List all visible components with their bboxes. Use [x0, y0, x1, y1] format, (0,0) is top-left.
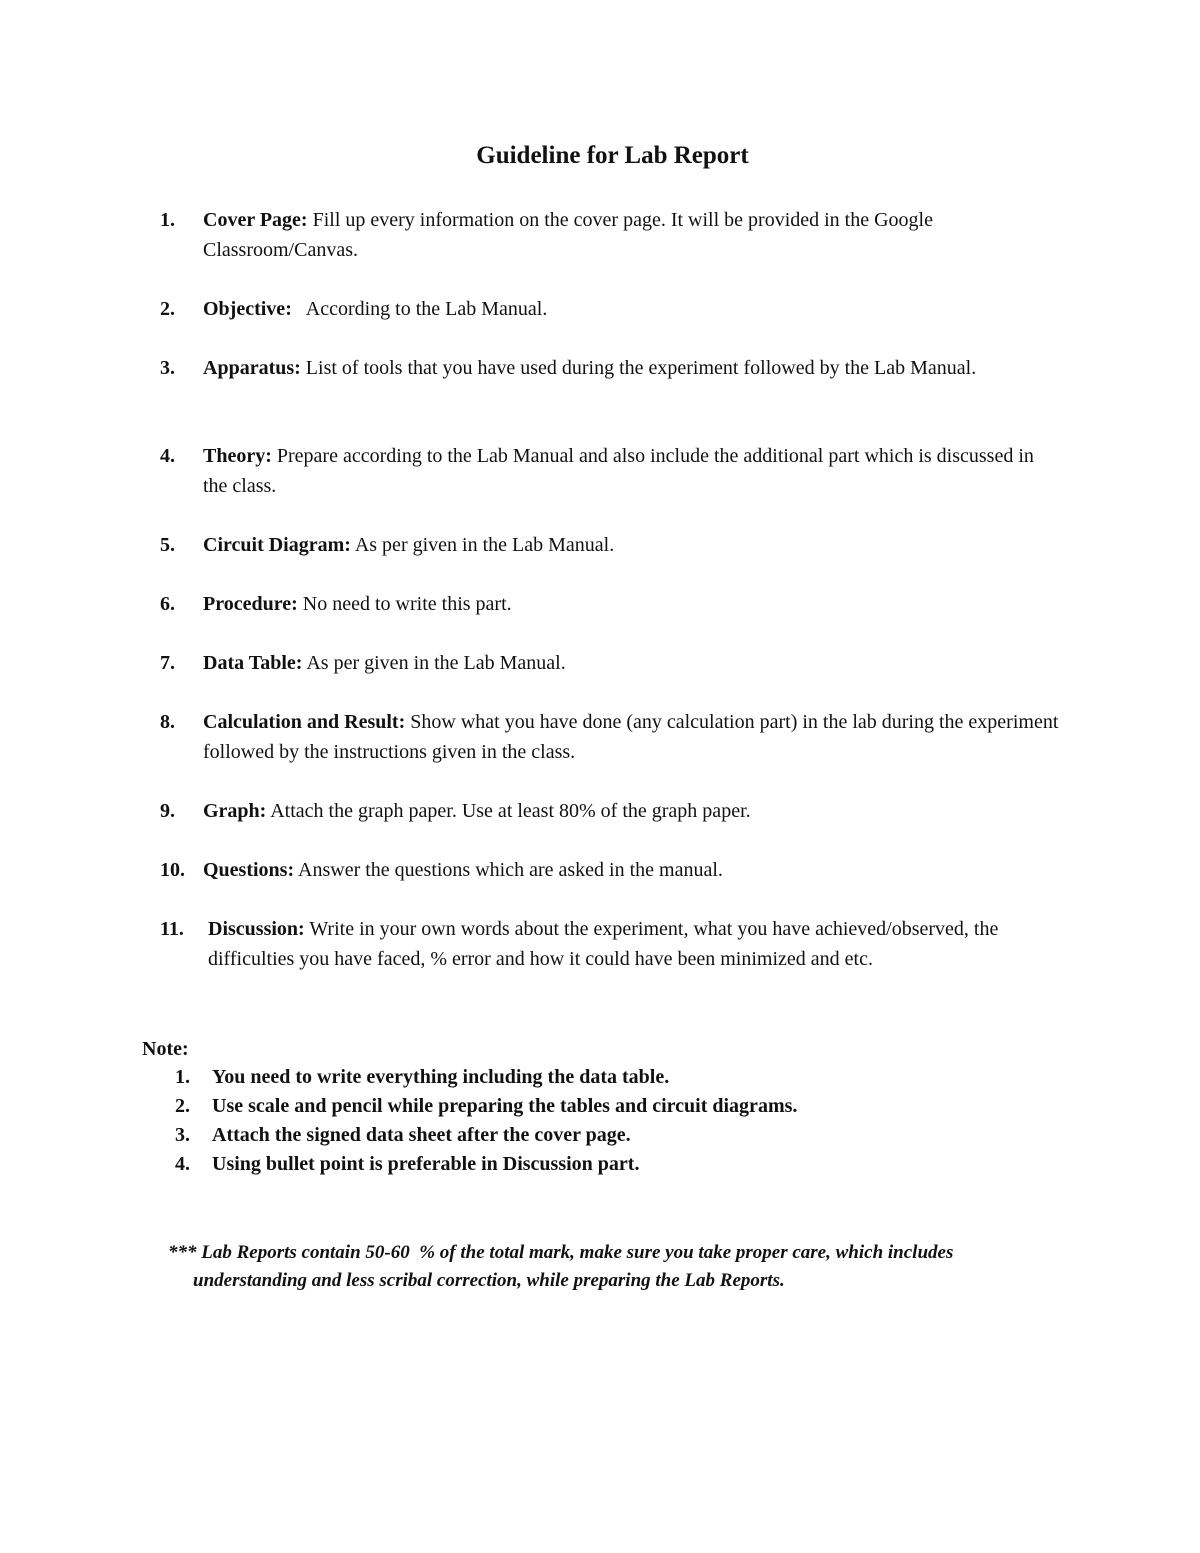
item-number: 6.: [160, 593, 175, 615]
item-text: As per given in the Lab Manual.: [302, 652, 566, 674]
list-item-graph: [160, 796, 1060, 826]
footer-line-1: *** Lab Reports contain 50-60 % of the total mark, make sure you take proper care, which includes: [168, 1242, 954, 1263]
note-list: [175, 1063, 1075, 1179]
footer-line-2: understanding and less scribal correction, while preparing the Lab Reports.: [193, 1270, 785, 1291]
note-item: [175, 1121, 1075, 1150]
note-text: Using bullet point is preferable in Discussion part.: [212, 1153, 640, 1175]
item-heading: Circuit Diagram:: [203, 534, 351, 556]
note-heading: Note:: [142, 1038, 189, 1060]
item-number: 1.: [160, 209, 175, 231]
item-heading: Data Table:: [203, 652, 303, 674]
list-item-theory: [160, 441, 1060, 501]
item-number: 4.: [160, 445, 175, 467]
item-number: 3.: [160, 357, 175, 379]
note-number: 4.: [175, 1153, 190, 1175]
item-heading: Procedure:: [203, 593, 298, 615]
item-number: 10.: [160, 859, 185, 881]
list-item-questions: [160, 855, 1060, 885]
item-heading: Theory:: [203, 445, 272, 467]
item-text: Fill up every information on the cover page. It will be provided in the Google Classroom/Canvas.: [203, 209, 933, 261]
item-heading: Apparatus:: [203, 357, 301, 379]
note-number: 3.: [175, 1124, 190, 1146]
item-number: 7.: [160, 652, 175, 674]
page-title: Guideline for Lab Report: [476, 142, 749, 169]
note-number: 1.: [175, 1066, 190, 1088]
note-text: You need to write everything including the data table.: [212, 1066, 670, 1088]
item-number: 2.: [160, 298, 175, 320]
list-item-calculation-result: [160, 707, 1060, 767]
item-number: 9.: [160, 800, 175, 822]
item-text: No need to write this part.: [297, 593, 512, 615]
item-number: 8.: [160, 711, 175, 733]
item-text: Answer the questions which are asked in the manual.: [294, 859, 723, 881]
item-number: 5.: [160, 534, 175, 556]
item-text: According to the Lab Manual.: [291, 298, 548, 320]
list-item-circuit-diagram: [160, 530, 1060, 560]
item-text: Attach the graph paper. Use at least 80% of the graph paper.: [266, 800, 751, 822]
note-item: [175, 1063, 1075, 1092]
note-text: Use scale and pencil while preparing the tables and circuit diagrams.: [212, 1095, 798, 1117]
note-number: 2.: [175, 1095, 190, 1117]
item-heading: Calculation and Result:: [203, 711, 406, 733]
item-number: 11.: [160, 918, 184, 940]
list-item-procedure: [160, 589, 1060, 619]
item-heading: Discussion:: [208, 918, 305, 940]
note-item: [175, 1150, 1075, 1179]
item-heading: Questions:: [203, 859, 295, 881]
list-item-apparatus: [160, 353, 1060, 383]
list-item-cover-page: [160, 205, 1060, 265]
list-item-objective: [160, 294, 1060, 324]
item-text: Write in your own words about the experiment, what you have achieved/observed, the difficulties you have faced, % error and how it could have been minimized and etc.: [208, 918, 999, 970]
note-text: Attach the signed data sheet after the cover page.: [212, 1124, 631, 1146]
item-heading: Objective:: [203, 298, 292, 320]
item-text: List of tools that you have used during the experiment followed by the Lab Manual.: [300, 357, 977, 379]
item-text: Show what you have done (any calculation part) in the lab during the experiment followed by the instructions given in the class.: [203, 711, 1059, 763]
item-text: Prepare according to the Lab Manual and also include the additional part which is discussed in the class.: [203, 445, 1034, 497]
footer-note: [168, 1239, 1068, 1295]
list-item-data-table: [160, 648, 1060, 678]
item-heading: Graph:: [203, 800, 267, 822]
item-heading: Cover Page:: [203, 209, 308, 231]
note-item: [175, 1092, 1075, 1121]
item-text: As per given in the Lab Manual.: [350, 534, 615, 556]
list-item-discussion: [160, 914, 1060, 974]
